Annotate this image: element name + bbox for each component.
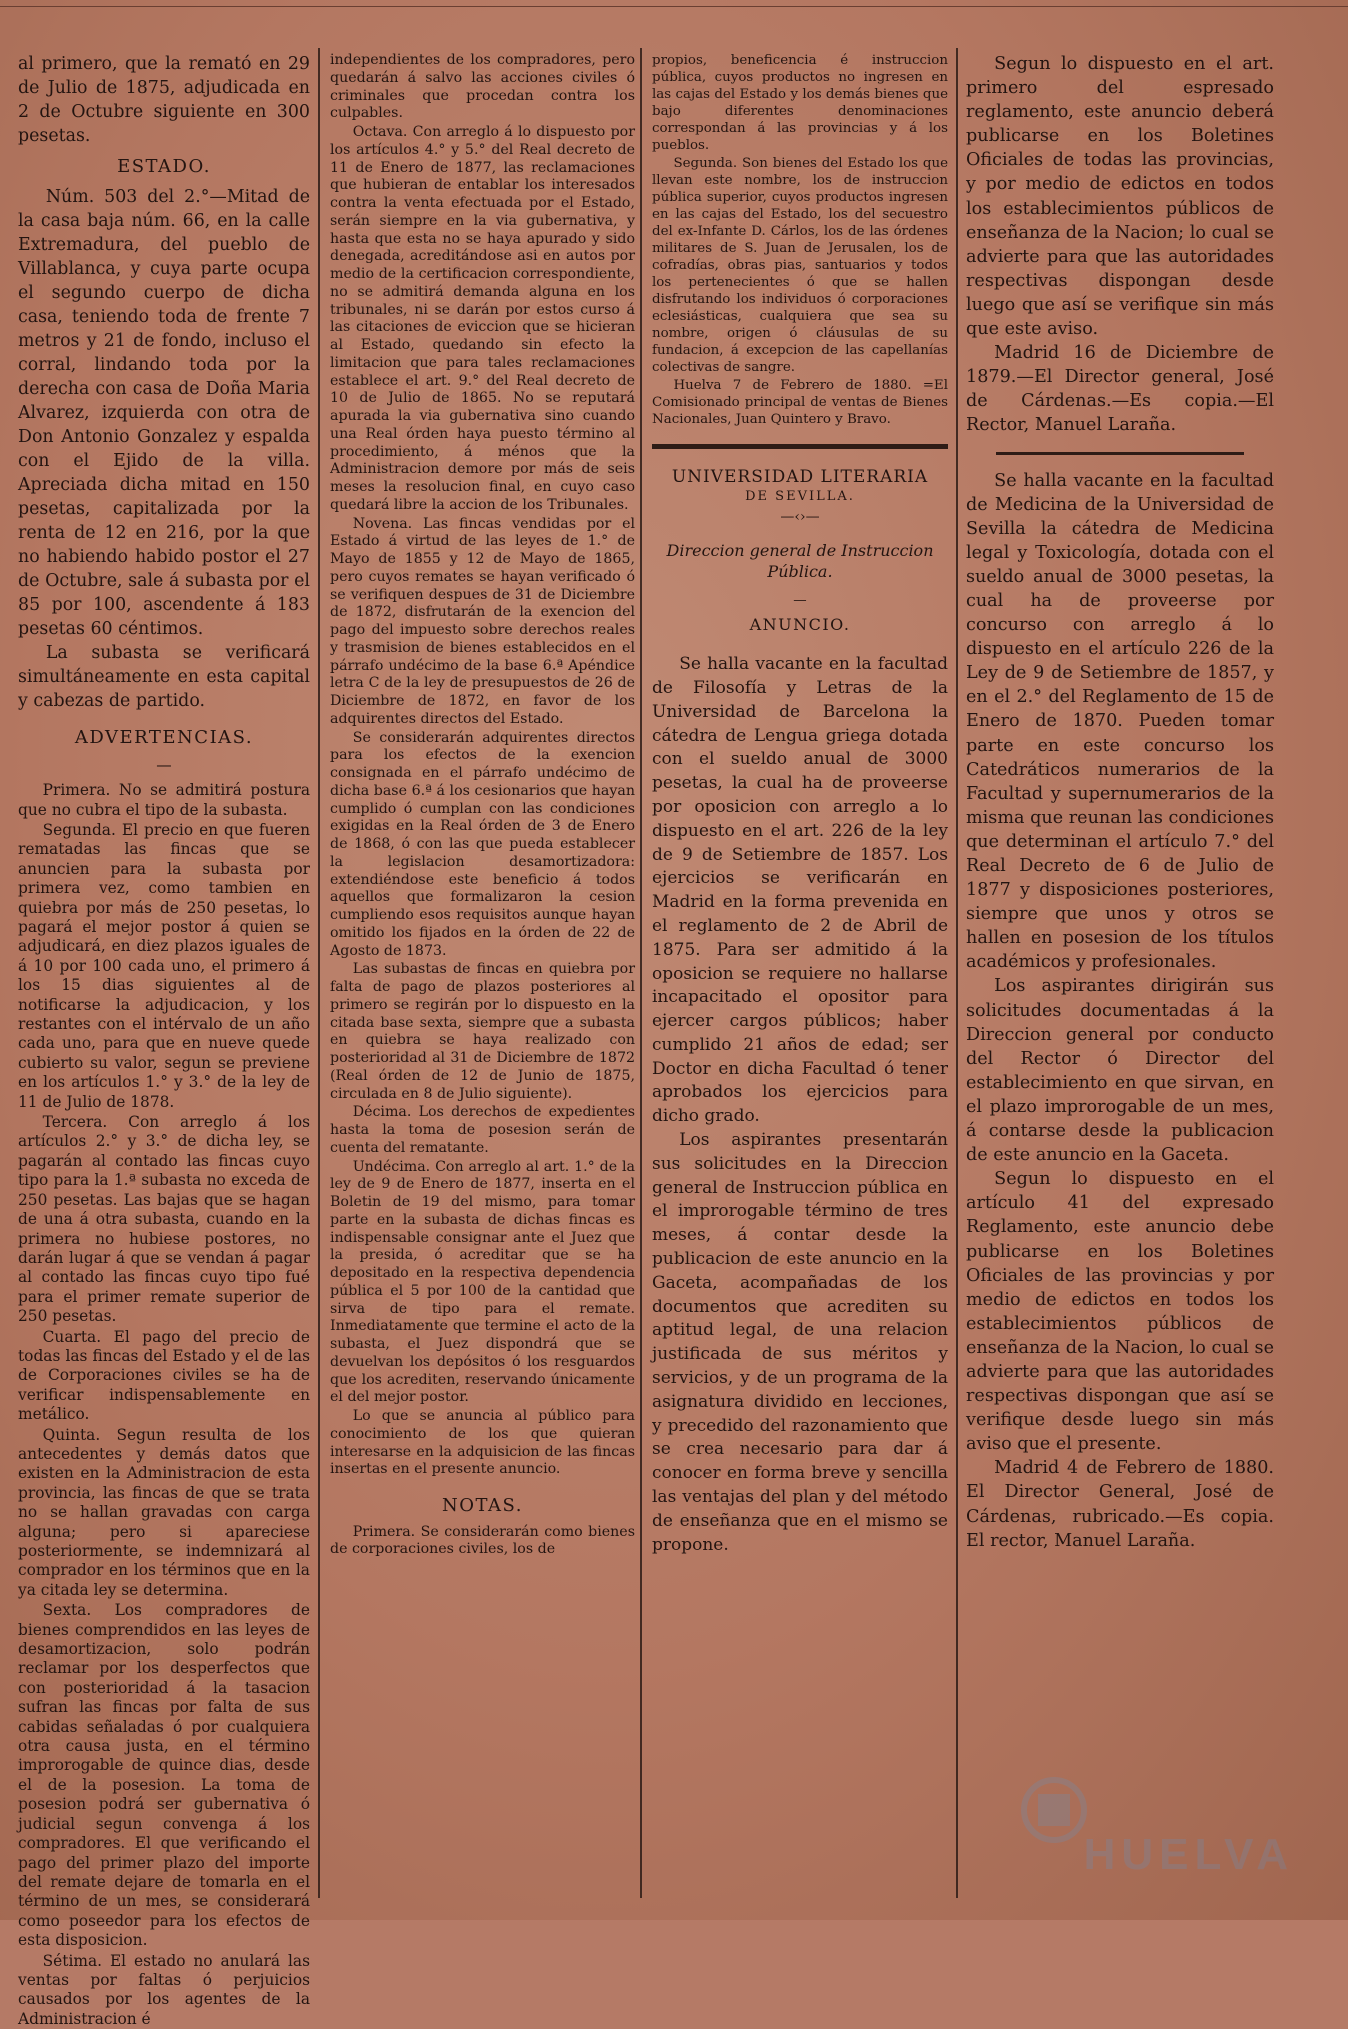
paragraph: Cuarta. El pago del precio de todas las fincas del Estado y el de las de Corporaciones civiles se ha de verificar indispensablemente en metálico. <box>18 1327 310 1424</box>
section-divider <box>996 452 1244 455</box>
paragraph: Se halla vacante en la facultad de Medicina de la Universidad de Sevilla la cátedra de Medicina legal y Toxicología, dotada con el sueldo anual de 3000 pesetas, la cual ha de proveerse por concurso con arreglo á lo dispuesto en el artículo 226 de la Ley de 9 de Setiembre de 1857, y en el 2.° del Reglamento de 15 de Enero de 1870. Pueden tomar parte en este concurso los Catedráticos numerarios de la Facultad y supernumerarios de la misma que reunan las condiciones que determinan el artículo 7.° del Real Decreto de 6 de Julio de 1877 y disposiciones posteriores, siempre que unos y otros se hallen en posesion de los títulos académicos y profesionales. <box>966 470 1274 973</box>
anuncio-heading: ANUNCIO. <box>749 614 851 634</box>
paragraph: propios, beneficencia é instruccion pública, cuyos productos no ingresen en las cajas del Estado y los demás bienes que bajo diferentes denominaciones correspondan á las provincias y á los pueblos. <box>652 53 948 154</box>
paragraph: Segunda. Son bienes del Estado los que llevan este nombre, los de instruccion pública superior, cuyos productos ingresen en las cajas del Estado, los del secuestro del ex-Infante D. Cárlos, los de las órdenes militares de S. Juan de Jerusalen, los de cofradías, obras pias, santuarios y todos los pertenecientes ó que se hallen disfrutando los individuos ó corporaciones eclesiásticas, cualquiera que sea su nombre, origen ó cláusulas de su fundacion, á excepcion de las capellanías colectivas de sangre. <box>652 156 948 376</box>
section-heading-estado: ESTADO. <box>117 156 211 178</box>
paragraph: Novena. Las fincas vendidas por el Estado á virtud de las leyes de 1.° de Mayo de 1855 y 12 de Mayo de 1865, pero cuyos remates se hayan verificado ó se verifiquen despues de 31 de Diciembre de 1872, disfrutarán de la exencion del pago del impuesto sobre derechos reales y trasmision de bienes establecidos en el párrafo undécimo de la base 6.ª Apéndice letra C de la ley de presupuestos de 26 de Diciembre de 1872, en favor de los adquirentes directos del Estado. <box>330 515 635 727</box>
column-4 <box>966 52 1274 1890</box>
paragraph: Sétima. El estado no anulará las ventas por faltas ó perjuicios causados por los agentes de la Administracion é <box>18 1951 310 2028</box>
paragraph: Primera. No se admitirá postura que no cubra el tipo de la subasta. <box>18 781 310 819</box>
paragraph: independientes de los compradores, pero quedarán á salvo las acciones civiles ó criminales que procedan contra los culpables. <box>330 52 635 122</box>
paragraph: Los aspirantes dirigirán sus solicitudes documentadas á la Direccion general por conducto del Rector ó Director del establecimiento en que sirvan, en el plazo improrogable de un mes, á contarse desde la publicacion de este anuncio en la Gaceta. <box>966 976 1274 1166</box>
column-rule <box>318 48 320 1898</box>
paragraph: Segun lo dispuesto en el art. primero del espresado reglamento, este anuncio deberá publicarse en los Boletines Oficiales de todas las provincias, y por medio de edictos en todos los establecimientos públicos de enseñanza de la Nacion; lo cual se advierte para que las autoridades respectivas dispongan desde luego que así se verifique sin más que este aviso. <box>966 54 1274 340</box>
section-divider <box>652 444 948 449</box>
paragraph: Huelva 7 de Febrero de 1880. =El Comisionado principal de ventas de Bienes Nacionales, Juan Quintero y Bravo. <box>652 378 948 428</box>
paragraph: Madrid 16 de Diciembre de 1879.—El Director general, José de Cárdenas.—Es copia.—El Rector, Manuel Laraña. <box>966 343 1274 436</box>
paragraph: Segun lo dispuesto en el artículo 41 del expresado Reglamento, este anuncio debe publicarse en los Boletines Oficiales de las provincias y por medio de edictos en todos los establecimientos públicos de enseñanza de la Nacion, lo cual se advierte para que las autoridades respectivas dispongan que así se verifique desde luego sin más aviso que el presente. <box>966 1169 1274 1455</box>
paragraph: Primera. Se considerarán como bienes de corporaciones civiles, los de <box>330 1523 635 1558</box>
section-heading-notas: NOTAS. <box>442 1495 523 1516</box>
paragraph: Décima. Los derechos de expedientes hasta la toma de posesion serán de cuenta del rematante. <box>330 1104 635 1156</box>
paragraph: Se halla vacante en la facultad de Filosofía y Letras de la Universidad de Barcelona la cátedra de Lengua griega dotada con el sueldo anual de 3000 pesetas, la cual ha de proveerse por oposicion con arreglo a lo dispuesto en el art. 226 de la ley de 9 de Setiembre de 1857. Los ejercicios se verificarán en Madrid en la forma prevenida en el reglamento de 2 de Abril de 1875. Para ser admitido á la oposicion se requiere no hallarse incapacitado el opositor para ejercer cargos públicos; haber cumplido 21 años de edad; ser Doctor en dicha Facultad ó tener aprobados los ejercicios para dicho grado. <box>652 654 948 1127</box>
university-subtitle: DE SEVILLA. <box>745 488 855 504</box>
paragraph: Undécima. Con arreglo al art. 1.° de la ley de 9 de Enero de 1877, inserta en el Boletin de 19 del mismo, para tomar parte en la subasta de dichas fincas es indispensable consignar ante el Juez que la presida, ó acreditar que se ha depositado en la respectiva dependencia pública el 5 por 100 de la cantidad que sirva de tipo para el remate. Inmediatamente que termine el acto de la subasta, el Juez dispondrá que se devuelvan los depósitos ó los resguardos que los acrediten, reservando únicamente el del mejor postor. <box>330 1158 635 1406</box>
paragraph: Lo que se anuncia al público para conocimiento de los que quieran interesarse en la adquisicion de las fincas insertas en el presente anuncio. <box>330 1408 635 1478</box>
column-rule <box>956 48 958 1898</box>
paragraph: al primero, que la remató en 29 de Julio de 1875, adjudicada en 2 de Octubre siguiente en 300 pesetas. <box>18 54 310 147</box>
top-border <box>0 6 1348 7</box>
paragraph: Quinta. Segun resulta de los antecedentes y demás datos que existen en la Administracion de esta provincia, las fincas de que se trata no se hallan gravadas con carga alguna; pero si apareciese posteriormente, se indemnizará al comprador en los términos que en la ya citada ley se determina. <box>18 1425 310 1599</box>
paragraph: La subasta se verificará simultáneamente en esta capital y cabezas de partido. <box>18 643 310 712</box>
column-2 <box>330 52 635 1890</box>
section-heading-advertencias: ADVERTENCIAS. <box>74 727 254 749</box>
paragraph: Las subastas de fincas en quiebra por falta de pago de plazos posteriores al primero se regirán por lo dispuesto en la citada base sexta, siempre que a subasta en quiebra se haya realizado con posterioridad al 31 de Diciembre de 1872 (Real órden de 12 de Junio de 1875, circulada en 8 de Julio siguiente). <box>330 961 635 1102</box>
column-3 <box>652 52 948 1890</box>
paragraph: Los aspirantes presentarán sus solicitudes en la Direccion general de Instruccion pública en el improrogable término de tres meses, á contar desde la publicacion de este anuncio en la Gaceta, acompañadas de los documentos que acrediten su aptitud legal, de una relacion justificada de sus méritos y servicios, y de un programa de la asignatura dividido en lecciones, y precedido del razonamiento que se crea necesario para dar á conocer en forma breve y sencilla las ventajas del plan y del método de enseñanza que en el mismo se propone. <box>652 1130 948 1555</box>
paragraph: Madrid 4 de Febrero de 1880. El Director General, José de Cárdenas, rubricado.—Es copia. El rector, Manuel Laraña. <box>966 1458 1274 1551</box>
ornament: —‹›— <box>780 509 820 526</box>
paragraph: Sexta. Los compradores de bienes comprendidos en las leyes de desamortizacion, solo podrán reclamar por los desperfectos que con posterioridad á la tasacion sufran las fincas por falta de sus cabidas señaladas ó por cualquiera otra causa justa, en el término improrogable de quince dias, desde el de la posesion. La toma de posesion podrá ser gubernativa ó judicial segun convenga á los compradores. El que verificando el pago del primer plazo del importe del remate dejare de tomarla en el término de un mes, se considerará como poseedor para los efectos de esta disposicion. <box>18 1601 310 1950</box>
direccion-heading: Direccion general de Instruccion Pública. <box>666 541 934 581</box>
paragraph: Octava. Con arreglo á lo dispuesto por los artículos 4.° y 5.° del Real decreto de 11 de Enero de 1877, las reclamaciones que hubieran de entablar los interesados contra la venta efectuada por el Estado, serán siempre en la via gubernativa, y hasta que esta no se haya apurado y sido denegada, acreditándose asi en autos por medio de la certificacion correspondiente, no se admitirá demanda alguna en los tribunales, ni se darán por estos curso á las citaciones de eviccion que se hicieran al Estado, quedando sin efecto la limitacion que para tales reclamaciones establece el art. 9.° del Real decreto de 10 de Julio de 1865. No se reputará apurada la via gubernativa sino cuando una Real órden haya puesto término al procedimiento, á ménos que la Administracion demore por más de seis meses la resolucion final, en cuyo caso quedará libre la accion de los Tribunales. <box>330 124 635 513</box>
paragraph: Núm. 503 del 2.°—Mitad de la casa baja núm. 66, en la calle Extremadura, del pueblo de Villablanca, y cuya parte ocupa el segundo cuerpo de dicha casa, teniendo toda de frente 7 metros y 21 de fondo, incluso el corral, lindando toda por la derecha con casa de Doña Maria Alvarez, izquierda con otra de Don Antonio Gonzalez y espalda con el Ejido de la villa. Apreciada dicha mitad en 150 pesetas, capitalizada por la renta de 12 en 216, por la que no habiendo habido postor el 27 de Octubre, sale á subasta por el 85 por 100, ascendente á 183 pesetas 60 céntimos. <box>18 186 310 640</box>
watermark-text: HUELVA <box>1083 1830 1294 1879</box>
paragraph: Se considerarán adquirentes directos para los efectos de la exencion consignada en el párrafo undécimo de dicha base 6.ª á los cesionarios que hayan cumplido ó cumplan con las condiciones exigidas en la Real órden de 3 de Enero de 1868, ó con las que pueda establecer la legislacion desamortizadora: extendiéndose este beneficio á todos aquellos que formalizaron la cesion cumpliendo esos requisitos aunque hayan omitido los fijados en la órden de 22 de Agosto de 1873. <box>330 729 635 959</box>
column-rule <box>640 48 642 1898</box>
paragraph: Segunda. El precio en que fueren rematadas las fincas que se anuncien para la subasta por primera vez, como tambien en quiebra por más de 250 pesetas, lo pagará el mejor postor á quien se adjudicará, en diez plazos iguales de á 10 por 100 cada uno, el primero á los 15 dias siguientes al de notificarse la adjudicacion, y los restantes con el intérvalo de un año cada uno, para que en nueve quede cubierto su valor, segun se previene en los artículos 1.° y 3.° de la ley de 11 de Julio de 1878. <box>18 820 310 1111</box>
divider: — <box>156 755 172 774</box>
column-1 <box>18 52 310 2028</box>
library-watermark <box>1014 1750 1294 1890</box>
paragraph: Tercera. Con arreglo á los artículos 2.° y 3.° de dicha ley, se pagarán al contado las fincas cuyo tipo para la 1.ª subasta no exceda de 250 pesetas. Las bajas que se hagan de una á otra subasta, cuando en la primera no hubiese postores, no darán lugar á que se vendan á pagar al contado las fincas cuyo tipo fué para el primer remate superior de 250 pesetas. <box>18 1113 310 1326</box>
university-title: UNIVERSIDAD LITERARIA <box>671 467 929 488</box>
divider: — <box>793 592 807 608</box>
